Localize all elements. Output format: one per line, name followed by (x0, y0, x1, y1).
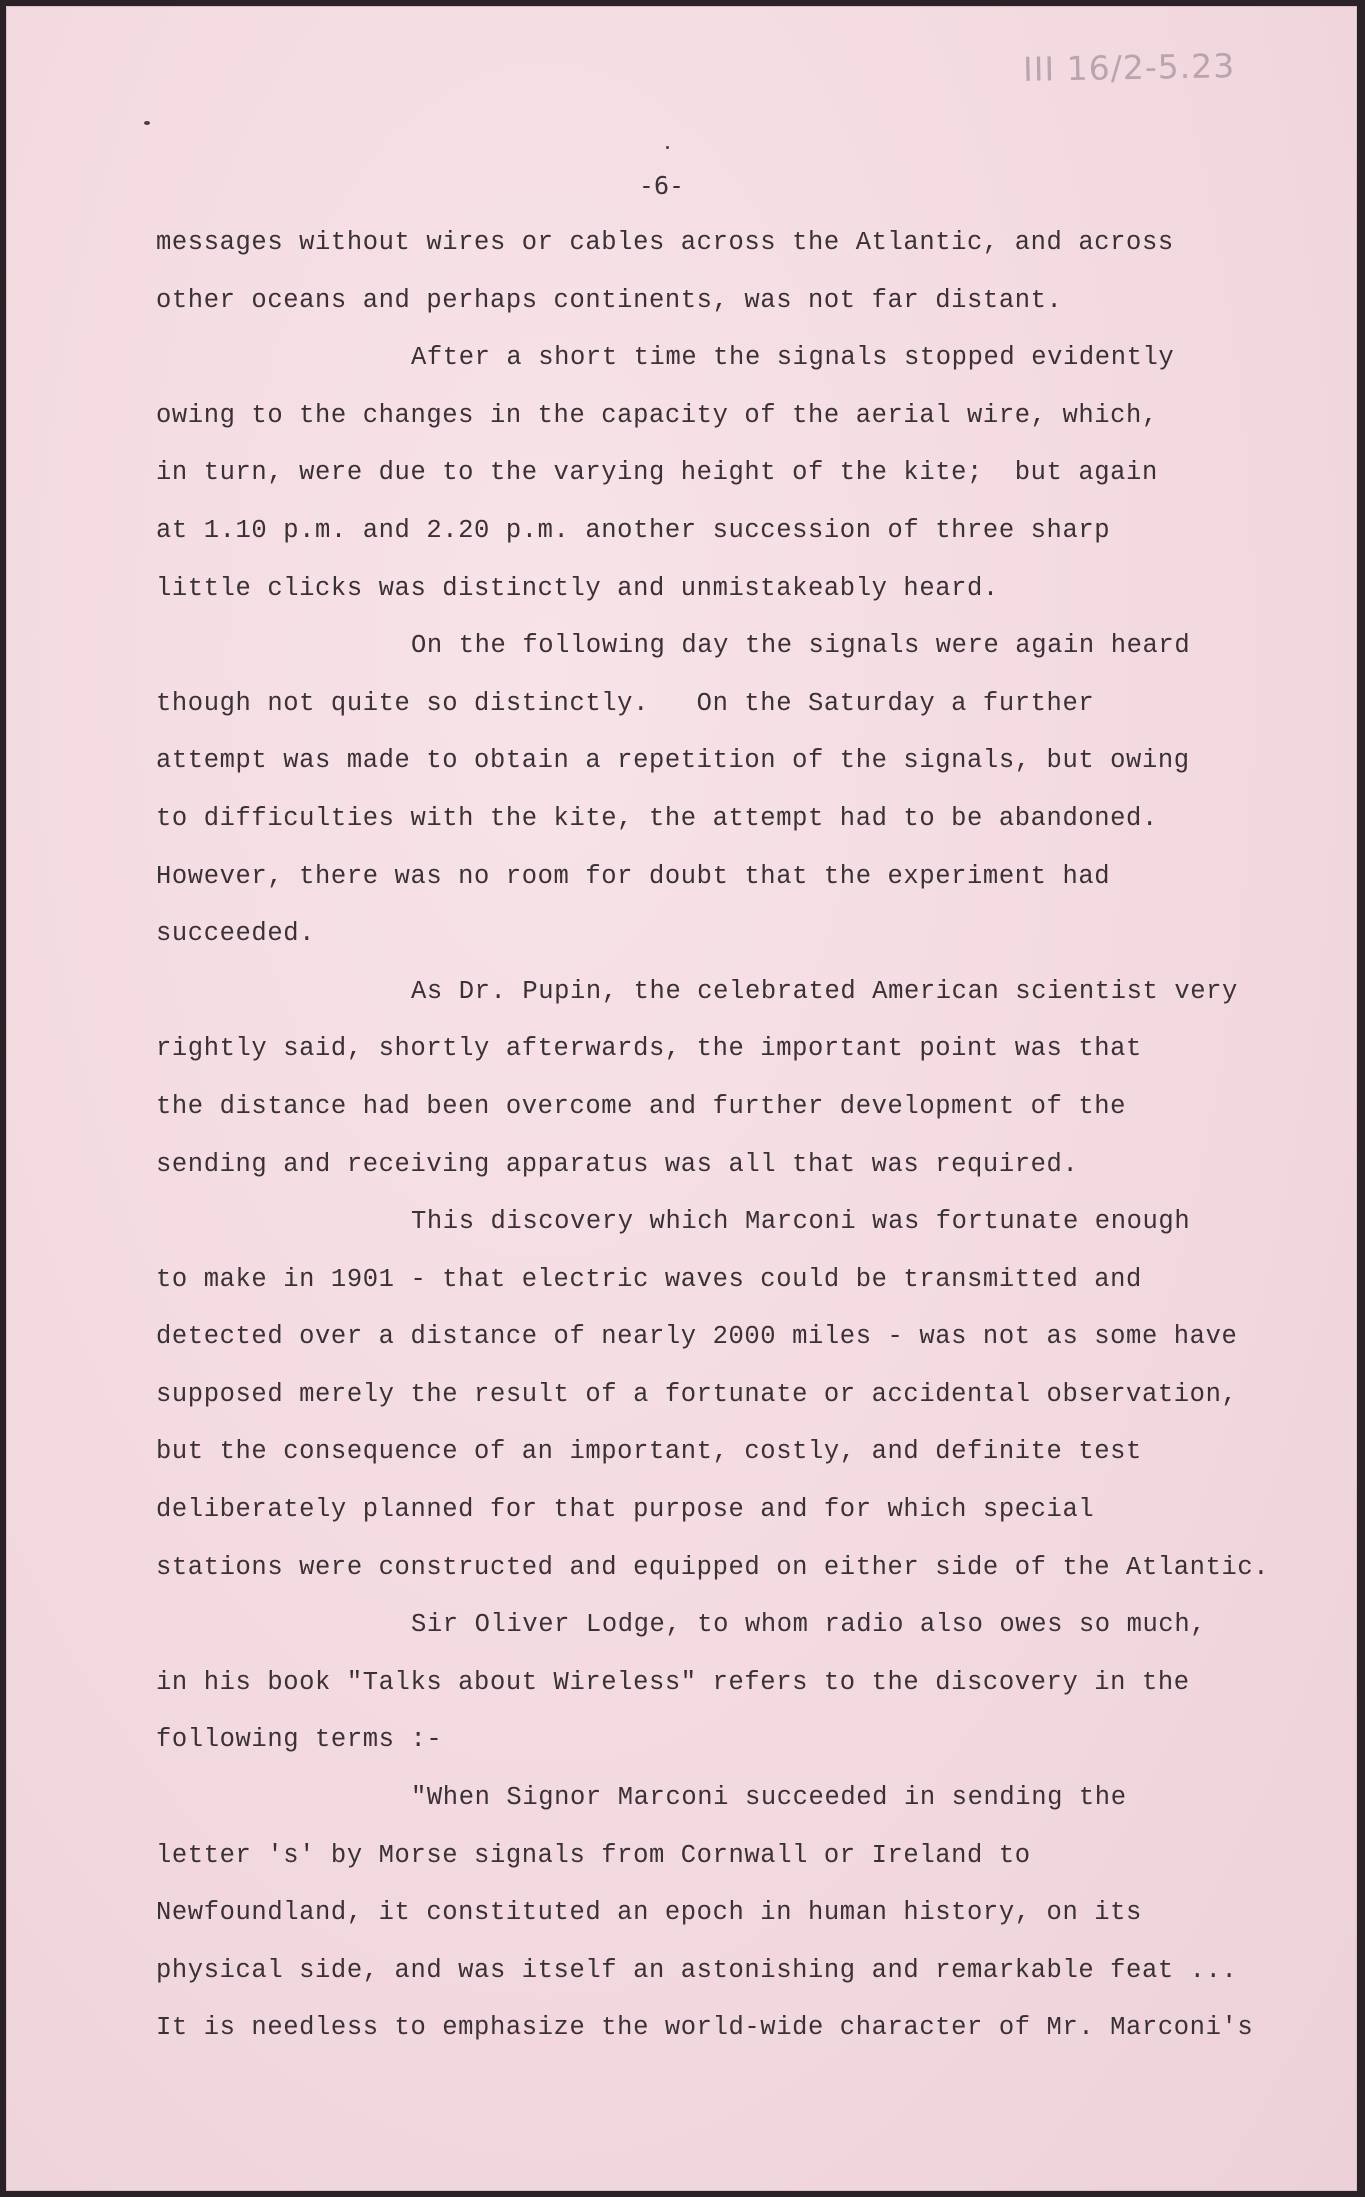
text-line: On the following day the signals were again heard (411, 631, 1191, 661)
text-line: following terms :- (156, 1725, 443, 1755)
text-line: to make in 1901 - that electric waves could be transmitted and (156, 1264, 1142, 1294)
text-line: physical side, and was itself an astonishing and remarkable feat ... (156, 1955, 1238, 1985)
text-line: in turn, were due to the varying height of the kite; but again (156, 458, 1158, 488)
text-line: However, there was no room for doubt that the experiment had (156, 861, 1111, 891)
text-line: "When Signor Marconi succeeded in sending the (411, 1783, 1127, 1813)
paragraph (156, 1610, 1356, 1783)
text-line: It is needless to emphasize the world-wide character of Mr. Marconi's (156, 2013, 1254, 2043)
text-line: rightly said, shortly afterwards, the important point was that (156, 1034, 1142, 1064)
text-line: attempt was made to obtain a repetition of the signals, but owing (156, 746, 1190, 776)
archive-reference-mark: III 16/2-5.23 (1022, 46, 1236, 89)
text-line: other oceans and perhaps continents, was not far distant. (156, 285, 1063, 315)
text-line: sending and receiving apparatus was all that was required. (156, 1149, 1079, 1179)
text-line: deliberately planned for that purpose and for which special (156, 1495, 1095, 1525)
ink-speck (144, 121, 150, 125)
paragraph (156, 1207, 1356, 1610)
page-number: -6- (638, 171, 685, 200)
text-line: As Dr. Pupin, the celebrated American scientist very (411, 976, 1238, 1006)
paragraph (156, 631, 1356, 977)
paragraph (156, 343, 1356, 631)
text-line: though not quite so distinctly. On the Saturday a further (156, 688, 1095, 718)
text-line: little clicks was distinctly and unmistakeably heard. (156, 573, 999, 603)
text-line: in his book "Talks about Wireless" refers to the discovery in the (156, 1667, 1190, 1697)
text-line: Sir Oliver Lodge, to whom radio also owes so much, (411, 1610, 1207, 1640)
text-line: but the consequence of an important, costly, and definite test (156, 1437, 1142, 1467)
body-text (156, 228, 1356, 2071)
text-line: succeeded. (156, 919, 316, 949)
text-line: After a short time the signals stopped evidently (411, 343, 1175, 373)
text-line: at 1.10 p.m. and 2.20 p.m. another succession of three sharp (156, 515, 1111, 545)
text-line: detected over a distance of nearly 2000 miles - was not as some have (156, 1322, 1238, 1352)
paragraph (156, 228, 1356, 343)
paragraph (156, 1783, 1356, 2071)
document-page (6, 6, 1357, 2191)
text-line: supposed merely the result of a fortunate or accidental observation, (156, 1379, 1238, 1409)
text-line: messages without wires or cables across the Atlantic, and across (156, 228, 1174, 257)
text-line: to difficulties with the kite, the attempt had to be abandoned. (156, 803, 1158, 833)
text-line: letter 's' by Morse signals from Cornwall or Ireland to (156, 1840, 1031, 1870)
text-line: owing to the changes in the capacity of the aerial wire, which, (156, 400, 1158, 430)
text-line: Newfoundland, it constituted an epoch in human history, on its (156, 1898, 1142, 1928)
ink-speck (666, 146, 669, 149)
paragraph (156, 977, 1356, 1207)
text-line: This discovery which Marconi was fortunate enough (411, 1207, 1191, 1237)
text-line: stations were constructed and equipped on either side of the Atlantic. (156, 1552, 1270, 1582)
text-line: the distance had been overcome and further development of the (156, 1091, 1127, 1121)
